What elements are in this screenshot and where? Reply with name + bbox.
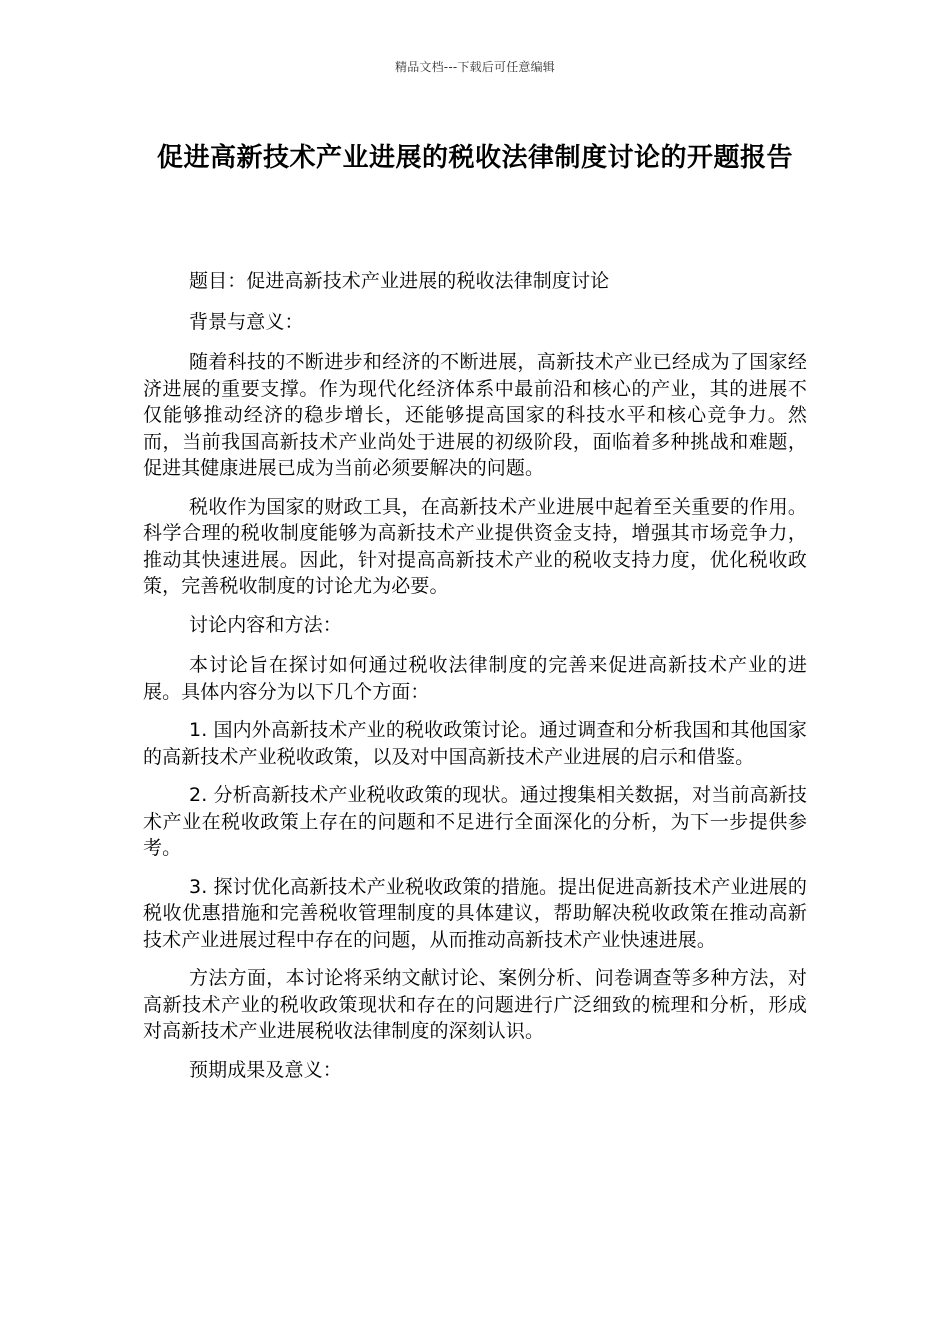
paragraph-background-2: 税收作为国家的财政工具，在高新技术产业进展中起着至关重要的作用。科学合理的税收制度能够为高新技术产业提供资金支持，增强其市场竞争力，推动其快速进展。因此，针对提高高新技术产业的税收支持力度，优化税收政策，完善税收制度的讨论尤为必要。 (143, 495, 807, 597)
paragraph-method: 方法方面，本讨论将采纳文献讨论、案例分析、问卷调查等多种方法，对高新技术产业的税收政策现状和存在的问题进行广泛细致的梳理和分析，形成对高新技术产业进展税收法律制度的深刻认识。 (143, 967, 807, 1042)
header-note: 精品文档---下载后可任意编辑 (395, 60, 555, 74)
paragraph-content-intro: 本讨论旨在探讨如何通过税收法律制度的完善来促进高新技术产业的进展。具体内容分为以下几个方面： (143, 654, 807, 703)
section-heading-expected-results: 预期成果及意义： (189, 1058, 342, 1081)
document-body (143, 268, 807, 1097)
paragraph-background-1: 随着科技的不断进步和经济的不断进展，高新技术产业已经成为了国家经济进展的重要支撑。作为现代化经济体系中最前沿和核心的产业，其的进展不仅能够推动经济的稳步增长，还能够提高国家的科技水平和核心竞争力。然而，当前我国高新技术产业尚处于进展的初级阶段，面临着多种挑战和难题，促进其健康进展已成为当前必须要解决的问题。 (143, 351, 807, 479)
list-item-1: 1. 国内外高新技术产业的税收政策讨论。通过调查和分析我国和其他国家的高新技术产业税收政策，以及对中国高新技术产业进展的启示和借鉴。 (143, 719, 807, 768)
document-title: 促进高新技术产业进展的税收法律制度讨论的开题报告 (156, 143, 793, 173)
list-item-2: 2. 分析高新技术产业税收政策的现状。通过搜集相关数据，对当前高新技术产业在税收政策上存在的问题和不足进行全面深化的分析，为下一步提供参考。 (143, 784, 807, 859)
section-heading-background: 背景与意义： (189, 310, 304, 333)
section-heading-content-method: 讨论内容和方法： (189, 613, 342, 636)
topic-line: 题目：促进高新技术产业进展的税收法律制度讨论 (189, 270, 610, 292)
list-item-3: 3. 探讨优化高新技术产业税收政策的措施。提出促进高新技术产业进展的税收优惠措施和完善税收管理制度的具体建议，帮助解决税收政策在推动高新技术产业进展过程中存在的问题，从而推动高新技术产业快速进展。 (143, 875, 807, 951)
